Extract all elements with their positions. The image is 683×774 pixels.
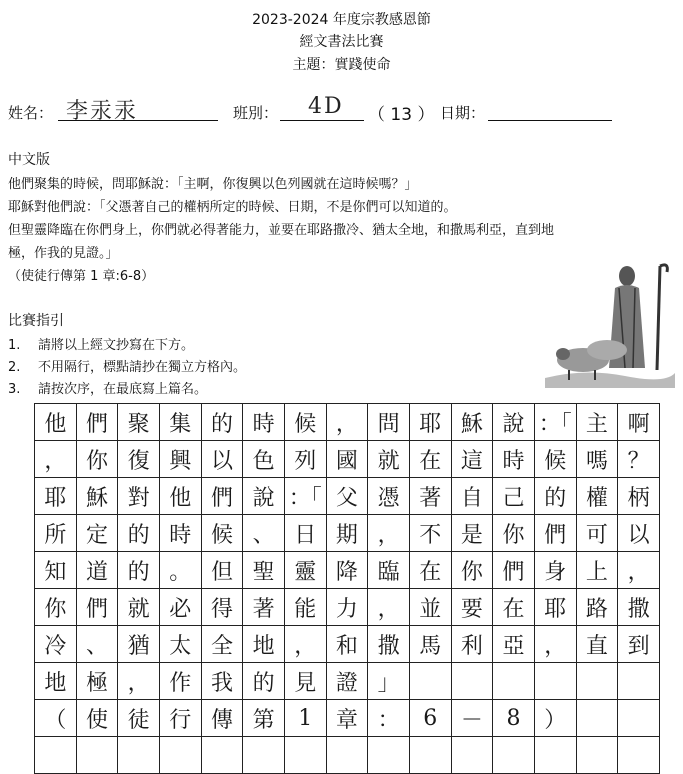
grid-cell[interactable]: 靈: [284, 552, 326, 589]
grid-cell[interactable]: 定: [76, 515, 118, 552]
grid-cell[interactable]: 時: [243, 404, 285, 441]
grid-cell[interactable]: [576, 737, 618, 774]
grid-cell[interactable]: 問: [368, 404, 410, 441]
grid-cell[interactable]: [493, 663, 535, 700]
grid-row: [35, 478, 660, 515]
grid-cell[interactable]: 穌: [76, 478, 118, 515]
guideline-item: 1. 請將以上經文抄寫在下方。: [8, 338, 195, 353]
grid-row: [35, 663, 660, 700]
header-theme: 主題：實踐使命: [292, 57, 391, 73]
grid-cell[interactable]: 著: [409, 478, 451, 515]
grid-cell[interactable]: 列: [284, 441, 326, 478]
grid-cell[interactable]: 復: [118, 441, 160, 478]
grid-cell[interactable]: [409, 737, 451, 774]
grid-cell[interactable]: [368, 737, 410, 774]
grid-cell[interactable]: ，: [326, 404, 368, 441]
grid-cell[interactable]: ：「: [534, 404, 576, 441]
grid-cell[interactable]: 興: [159, 441, 201, 478]
grid-cell[interactable]: [534, 737, 576, 774]
grid-cell[interactable]: 見: [284, 663, 326, 700]
guideline-item: 3. 請按次序，在最底寫上篇名。: [8, 382, 208, 397]
grid-cell[interactable]: －: [451, 700, 493, 737]
grid-cell[interactable]: 路: [576, 589, 618, 626]
grid-cell[interactable]: 耶: [35, 478, 77, 515]
grid-cell[interactable]: [159, 737, 201, 774]
grid-cell[interactable]: [576, 700, 618, 737]
grid-cell[interactable]: 使: [76, 700, 118, 737]
scripture-line: 極，作我的見證。」: [8, 246, 119, 261]
grid-cell[interactable]: 國: [326, 441, 368, 478]
grid-cell[interactable]: 降: [326, 552, 368, 589]
header-year-title: 2023-2024 年度宗教感恩節: [252, 12, 431, 28]
grid-cell[interactable]: [243, 737, 285, 774]
grid-cell[interactable]: 們: [201, 478, 243, 515]
grid-cell[interactable]: 要: [451, 589, 493, 626]
grid-cell[interactable]: 們: [534, 515, 576, 552]
grid-cell[interactable]: 直: [576, 626, 618, 663]
grid-cell[interactable]: 太: [159, 626, 201, 663]
grid-cell[interactable]: 並: [409, 589, 451, 626]
grid-cell[interactable]: 己: [493, 478, 535, 515]
date-underline[interactable]: [488, 120, 612, 121]
grid-cell[interactable]: 道: [76, 552, 118, 589]
grid-cell[interactable]: 候: [534, 441, 576, 478]
grid-cell[interactable]: 他: [159, 478, 201, 515]
grid-cell[interactable]: 的: [118, 552, 160, 589]
date-label: 日期：: [440, 104, 486, 122]
grid-cell[interactable]: ，: [534, 626, 576, 663]
scripture-line: 他們聚集的時候，問耶穌說：「主啊，你復興以色列國就在這時候嗎？」: [8, 177, 418, 192]
grid-cell[interactable]: ，: [368, 589, 410, 626]
grid-cell[interactable]: [284, 737, 326, 774]
grid-cell[interactable]: 們: [493, 552, 535, 589]
grid-cell[interactable]: 極: [76, 663, 118, 700]
grid-cell[interactable]: 8: [493, 700, 535, 737]
grid-cell[interactable]: 們: [76, 589, 118, 626]
grid-cell[interactable]: 1: [284, 700, 326, 737]
grid-cell[interactable]: 冷: [35, 626, 77, 663]
grid-cell[interactable]: 上: [576, 552, 618, 589]
guideline-item: 2. 不用隔行，標點請抄在獨立方格內。: [8, 360, 247, 375]
grid-cell[interactable]: 這: [451, 441, 493, 478]
grid-cell[interactable]: ，: [118, 663, 160, 700]
grid-cell[interactable]: [451, 737, 493, 774]
grid-cell[interactable]: 全: [201, 626, 243, 663]
grid-cell[interactable]: 馬: [409, 626, 451, 663]
grid-row: [35, 626, 660, 663]
grid-row: [35, 441, 660, 478]
grid-cell[interactable]: 地: [35, 663, 77, 700]
grid-cell[interactable]: 他: [35, 404, 77, 441]
grid-cell[interactable]: 能: [284, 589, 326, 626]
grid-cell[interactable]: 權: [576, 478, 618, 515]
grid-cell[interactable]: [618, 737, 660, 774]
grid-cell[interactable]: 作: [159, 663, 201, 700]
grid-cell[interactable]: ：「: [284, 478, 326, 515]
grid-cell[interactable]: 集: [159, 404, 201, 441]
grid-cell[interactable]: 啊: [618, 404, 660, 441]
class-number[interactable]: （ 13 ）: [368, 105, 435, 125]
grid-cell[interactable]: 可: [576, 515, 618, 552]
grid-cell[interactable]: [76, 737, 118, 774]
grid-row: [35, 552, 660, 589]
grid-cell[interactable]: 撒: [618, 589, 660, 626]
grid-cell[interactable]: 主: [576, 404, 618, 441]
grid-cell[interactable]: 行: [159, 700, 201, 737]
grid-cell[interactable]: 你: [35, 589, 77, 626]
grid-cell[interactable]: 傳: [201, 700, 243, 737]
grid-cell[interactable]: 以: [201, 441, 243, 478]
grid-cell[interactable]: 候: [284, 404, 326, 441]
grid-cell[interactable]: 日: [284, 515, 326, 552]
grid-cell[interactable]: [618, 663, 660, 700]
grid-cell[interactable]: ，: [284, 626, 326, 663]
grid-cell[interactable]: 、: [243, 515, 285, 552]
grid-cell[interactable]: 力: [326, 589, 368, 626]
grid-cell[interactable]: 。: [159, 552, 201, 589]
grid-cell[interactable]: 的: [201, 404, 243, 441]
grid-cell[interactable]: 嗎: [576, 441, 618, 478]
grid-cell[interactable]: [118, 737, 160, 774]
class-label: 班別：: [233, 104, 279, 122]
grid-cell[interactable]: ：: [368, 700, 410, 737]
grid-cell[interactable]: 父: [326, 478, 368, 515]
student-info-row: [8, 96, 678, 126]
grid-cell[interactable]: 地: [243, 626, 285, 663]
grid-cell[interactable]: 憑: [368, 478, 410, 515]
grid-cell[interactable]: 必: [159, 589, 201, 626]
grid-cell[interactable]: 就: [368, 441, 410, 478]
grid-cell[interactable]: 你: [493, 515, 535, 552]
scripture-line: 但聖靈降臨在你們身上，你們就必得著能力，並要在耶路撒冷、猶太全地，和撒馬利亞，直到地: [8, 223, 555, 238]
grid-cell[interactable]: 耶: [534, 589, 576, 626]
grid-cell[interactable]: 說: [493, 404, 535, 441]
grid-cell[interactable]: 章: [326, 700, 368, 737]
grid-cell[interactable]: 柄: [618, 478, 660, 515]
grid-cell[interactable]: ，: [368, 515, 410, 552]
grid-cell[interactable]: 在: [409, 552, 451, 589]
grid-cell[interactable]: 亞: [493, 626, 535, 663]
grid-cell[interactable]: 你: [451, 552, 493, 589]
grid-cell[interactable]: 以: [618, 515, 660, 552]
grid-cell[interactable]: 撒: [368, 626, 410, 663]
grid-cell[interactable]: 的: [243, 663, 285, 700]
grid-cell[interactable]: 聚: [118, 404, 160, 441]
grid-cell[interactable]: 聖: [243, 552, 285, 589]
grid-cell[interactable]: [576, 663, 618, 700]
grid-cell[interactable]: ，: [618, 552, 660, 589]
name-label: 姓名：: [8, 104, 54, 122]
grid-row: [35, 700, 660, 737]
guidelines-title: 比賽指引: [8, 313, 64, 329]
grid-cell[interactable]: （: [35, 700, 77, 737]
grid-cell[interactable]: 臨: [368, 552, 410, 589]
grid-cell[interactable]: 在: [409, 441, 451, 478]
grid-cell[interactable]: 的: [534, 478, 576, 515]
grid-cell[interactable]: [618, 700, 660, 737]
grid-cell[interactable]: 第: [243, 700, 285, 737]
grid-cell[interactable]: ，: [35, 441, 77, 478]
grid-cell[interactable]: 和: [326, 626, 368, 663]
grid-cell[interactable]: 、: [76, 626, 118, 663]
grid-cell[interactable]: 我: [201, 663, 243, 700]
calligraphy-grid: [34, 403, 660, 774]
scripture-section-title: 中文版: [8, 152, 50, 168]
header-competition-title: 經文書法比賽: [299, 34, 384, 50]
scripture-line: 耶穌對他們說：「父憑著自己的權柄所定的時候、日期，不是你們可以知道的。: [8, 200, 457, 215]
grid-cell[interactable]: 所: [35, 515, 77, 552]
grid-cell[interactable]: 對: [118, 478, 160, 515]
grid-cell[interactable]: 證: [326, 663, 368, 700]
grid-cell[interactable]: 利: [451, 626, 493, 663]
grid-cell[interactable]: 耶: [409, 404, 451, 441]
grid-row: [35, 404, 660, 441]
grid-cell[interactable]: 著: [243, 589, 285, 626]
grid-cell[interactable]: [35, 737, 77, 774]
class-underline: [280, 120, 364, 121]
shepherd-illustration-icon: [545, 258, 675, 388]
grid-cell[interactable]: 不: [409, 515, 451, 552]
grid-cell[interactable]: 徒: [118, 700, 160, 737]
grid-cell[interactable]: 6: [409, 700, 451, 737]
name-underline: [58, 120, 218, 121]
grid-cell[interactable]: 的: [118, 515, 160, 552]
grid-cell[interactable]: [493, 737, 535, 774]
grid-cell[interactable]: 候: [201, 515, 243, 552]
grid-cell[interactable]: 知: [35, 552, 77, 589]
grid-cell[interactable]: 」: [368, 663, 410, 700]
name-value[interactable]: 李汞汞: [66, 99, 139, 124]
grid-cell[interactable]: 在: [493, 589, 535, 626]
grid-cell[interactable]: [409, 663, 451, 700]
scripture-reference: （使徒行傳第 1 章:6-8）: [8, 269, 155, 284]
grid-cell[interactable]: [451, 663, 493, 700]
grid-row: [35, 515, 660, 552]
grid-cell[interactable]: 就: [118, 589, 160, 626]
grid-cell[interactable]: 身: [534, 552, 576, 589]
grid-cell[interactable]: 色: [243, 441, 285, 478]
grid-row: [35, 589, 660, 626]
grid-cell[interactable]: ？: [618, 441, 660, 478]
grid-cell[interactable]: 時: [159, 515, 201, 552]
grid-cell[interactable]: 猶: [118, 626, 160, 663]
grid-cell[interactable]: ）: [534, 700, 576, 737]
grid-cell[interactable]: 說: [243, 478, 285, 515]
grid-cell[interactable]: 期: [326, 515, 368, 552]
grid-cell[interactable]: 得: [201, 589, 243, 626]
grid-cell[interactable]: 自: [451, 478, 493, 515]
class-value[interactable]: 4D: [308, 94, 344, 119]
grid-cell[interactable]: [326, 737, 368, 774]
grid-cell[interactable]: 是: [451, 515, 493, 552]
grid-cell[interactable]: 們: [76, 404, 118, 441]
grid-cell[interactable]: [534, 663, 576, 700]
grid-cell[interactable]: 你: [76, 441, 118, 478]
grid-cell[interactable]: 但: [201, 552, 243, 589]
grid-cell[interactable]: 穌: [451, 404, 493, 441]
grid-row: [35, 737, 660, 774]
grid-cell[interactable]: 時: [493, 441, 535, 478]
grid-cell[interactable]: 到: [618, 626, 660, 663]
grid-cell[interactable]: [201, 737, 243, 774]
